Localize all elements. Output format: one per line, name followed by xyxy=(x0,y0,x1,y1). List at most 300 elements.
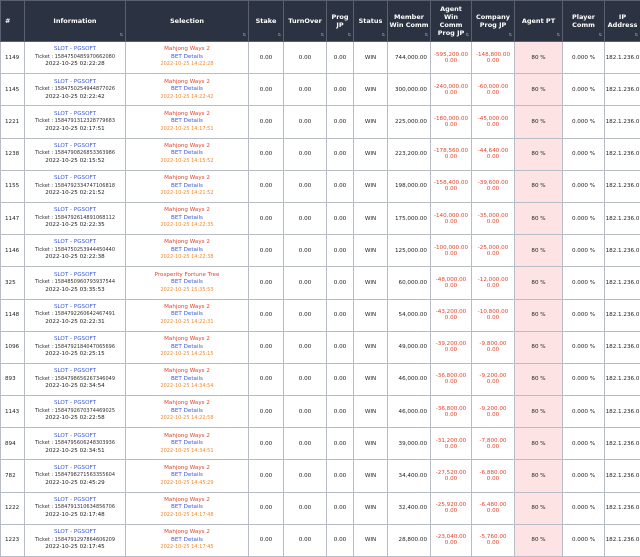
status-value: WIN xyxy=(354,138,388,170)
game-type-link[interactable]: SLOT - PGSOFT xyxy=(25,272,125,280)
company-cell xyxy=(472,235,515,267)
column-header[interactable] xyxy=(327,1,354,42)
bet-details-link[interactable]: BET Details xyxy=(126,118,248,126)
sort-icon[interactable]: ⇅ xyxy=(120,31,123,39)
sort-icon[interactable]: ⇅ xyxy=(509,31,512,39)
ip-address-value: 182.1.236.0 xyxy=(605,524,640,556)
member-win-value: 46,000.00 xyxy=(388,363,431,395)
stake-value: 0.00 xyxy=(249,396,284,428)
table-row xyxy=(1,170,640,202)
member-win-value: 32,400.00 xyxy=(388,492,431,524)
ip-address-value: 182.1.236.0 xyxy=(605,267,640,299)
player-comm-value: 0.000 % xyxy=(563,106,605,138)
bet-date: 2022-10-25 02:17:45 xyxy=(25,544,125,552)
company-prog-jp-value: 0.00 xyxy=(472,186,514,192)
turnover-value: 0.00 xyxy=(284,267,327,299)
status-value: WIN xyxy=(354,363,388,395)
game-name: Mahjong Ways 2 xyxy=(126,400,248,408)
information-cell xyxy=(25,202,126,234)
game-name: Mahjong Ways 2 xyxy=(126,497,248,505)
table-row xyxy=(1,235,640,267)
player-comm-value: 0.000 % xyxy=(563,235,605,267)
table-row xyxy=(1,396,640,428)
table-row xyxy=(1,267,640,299)
member-win-value: 225,000.00 xyxy=(388,106,431,138)
selection-cell xyxy=(126,106,249,138)
agent-comm-value: 0.00 xyxy=(431,476,471,482)
table-row xyxy=(1,428,640,460)
stake-value: 0.00 xyxy=(249,363,284,395)
bet-date: 2022-10-25 02:34:51 xyxy=(25,448,125,456)
turnover-value: 0.00 xyxy=(284,202,327,234)
company-value: -12,000.00 xyxy=(472,277,514,283)
table-row xyxy=(1,363,640,395)
player-comm-value: 0.000 % xyxy=(563,396,605,428)
bet-details-link[interactable]: BET Details xyxy=(126,408,248,416)
company-value: -6,880.00 xyxy=(472,470,514,476)
member-win-value: 60,000.00 xyxy=(388,267,431,299)
agent-win-cell xyxy=(431,202,472,234)
player-comm-value: 0.000 % xyxy=(563,492,605,524)
sort-icon[interactable]: ⇅ xyxy=(278,31,281,39)
selection-cell xyxy=(126,363,249,395)
ticket-number: Ticket : 1584795606248303936 xyxy=(25,440,125,448)
table-row xyxy=(1,202,640,234)
bet-date: 2022-10-25 03:35:53 xyxy=(25,287,125,295)
player-comm-value: 0.000 % xyxy=(563,524,605,556)
agent-win-cell xyxy=(431,428,472,460)
status-value: WIN xyxy=(354,106,388,138)
row-id: 1149 xyxy=(1,42,25,74)
company-cell xyxy=(472,106,515,138)
turnover-value: 0.00 xyxy=(284,42,327,74)
column-header[interactable] xyxy=(284,1,327,42)
player-comm-value: 0.000 % xyxy=(563,460,605,492)
bet-time: 2022-10-25 15:35:53 xyxy=(126,287,248,295)
status-value: WIN xyxy=(354,331,388,363)
information-cell xyxy=(25,299,126,331)
bet-time: 2022-10-25 14:17:45 xyxy=(126,544,248,552)
agent-win-cell xyxy=(431,492,472,524)
game-name: Mahjong Ways 2 xyxy=(126,433,248,441)
stake-value: 0.00 xyxy=(249,202,284,234)
selection-cell xyxy=(126,524,249,556)
agent-win-cell xyxy=(431,74,472,106)
game-type-link[interactable]: SLOT - PGSOFT xyxy=(25,79,125,87)
bet-details-link[interactable]: BET Details xyxy=(126,183,248,191)
agent-comm-value: 0.00 xyxy=(431,283,471,289)
information-cell xyxy=(25,428,126,460)
company-cell xyxy=(472,267,515,299)
status-value: WIN xyxy=(354,267,388,299)
selection-cell xyxy=(126,428,249,460)
member-win-value: 54,000.00 xyxy=(388,299,431,331)
sort-icon[interactable]: ⇅ xyxy=(635,31,638,39)
company-cell xyxy=(472,396,515,428)
ip-address-value: 182.1.236.0 xyxy=(605,42,640,74)
agent-pt-value: 80 % xyxy=(515,492,563,524)
company-cell xyxy=(472,170,515,202)
game-type-link[interactable]: SLOT - PGSOFT xyxy=(25,304,125,312)
status-value: WIN xyxy=(354,299,388,331)
prog-jp-value: 0.00 xyxy=(327,138,354,170)
agent-win-cell xyxy=(431,363,472,395)
table-row xyxy=(1,524,640,556)
agent-comm-value: 0.00 xyxy=(431,251,471,257)
column-header[interactable] xyxy=(126,1,249,42)
column-header-label: # xyxy=(5,17,10,25)
game-type-link[interactable]: SLOT - PGSOFT xyxy=(25,239,125,247)
table-row xyxy=(1,492,640,524)
status-value: WIN xyxy=(354,42,388,74)
column-header[interactable] xyxy=(249,1,284,42)
row-id: 1148 xyxy=(1,299,25,331)
column-header-label: Selection xyxy=(170,17,204,25)
sort-icon[interactable]: ⇅ xyxy=(425,31,428,39)
selection-cell xyxy=(126,202,249,234)
player-comm-value: 0.000 % xyxy=(563,74,605,106)
sort-icon[interactable]: ⇅ xyxy=(243,31,246,39)
bet-date: 2022-10-25 02:15:52 xyxy=(25,158,125,166)
status-value: WIN xyxy=(354,170,388,202)
agent-win-cell xyxy=(431,170,472,202)
ticket-number: Ticket : 1584792670374469025 xyxy=(25,408,125,416)
company-cell xyxy=(472,138,515,170)
status-value: WIN xyxy=(354,428,388,460)
selection-cell xyxy=(126,235,249,267)
sort-icon[interactable]: ⇅ xyxy=(557,31,560,39)
agent-comm-value: 0.00 xyxy=(431,444,471,450)
bet-details-link[interactable]: BET Details xyxy=(126,344,248,352)
player-comm-value: 0.000 % xyxy=(563,299,605,331)
game-type-link[interactable]: SLOT - PGSOFT xyxy=(25,497,125,505)
turnover-value: 0.00 xyxy=(284,428,327,460)
prog-jp-value: 0.00 xyxy=(327,106,354,138)
ticket-number: Ticket : 1584798271563355604 xyxy=(25,472,125,480)
column-header[interactable] xyxy=(388,1,431,42)
column-header[interactable] xyxy=(563,1,605,42)
bet-details-link[interactable]: BET Details xyxy=(126,150,248,158)
member-win-value: 198,000.00 xyxy=(388,170,431,202)
game-type-link[interactable]: SLOT - PGSOFT xyxy=(25,207,125,215)
company-prog-jp-value: 0.00 xyxy=(472,476,514,482)
game-name: Mahjong Ways 2 xyxy=(126,368,248,376)
company-cell xyxy=(472,460,515,492)
agent-win-value: -25,920.00 xyxy=(431,502,471,508)
company-cell xyxy=(472,299,515,331)
information-cell xyxy=(25,106,126,138)
bet-time: 2022-10-25 14:22:58 xyxy=(126,415,248,423)
game-name: Mahjong Ways 2 xyxy=(126,143,248,151)
game-name: Mahjong Ways 2 xyxy=(126,304,248,312)
ticket-number: Ticket : 1584798656267346049 xyxy=(25,376,125,384)
bet-details-link[interactable]: BET Details xyxy=(126,247,248,255)
stake-value: 0.00 xyxy=(249,524,284,556)
agent-comm-value: 0.00 xyxy=(431,540,471,546)
game-type-link[interactable]: SLOT - PGSOFT xyxy=(25,368,125,376)
bet-date: 2022-10-25 02:22:58 xyxy=(25,415,125,423)
prog-jp-value: 0.00 xyxy=(327,74,354,106)
column-header-label: Agent Win Comm Prog JP xyxy=(438,5,465,37)
information-cell xyxy=(25,331,126,363)
agent-win-value: -43,200.00 xyxy=(431,309,471,315)
member-win-value: 34,400.00 xyxy=(388,460,431,492)
column-header[interactable] xyxy=(605,1,640,42)
row-id: 1146 xyxy=(1,235,25,267)
sort-icon[interactable]: ⇅ xyxy=(382,31,385,39)
bet-time: 2022-10-25 14:22:42 xyxy=(126,94,248,102)
company-prog-jp-value: 0.00 xyxy=(472,508,514,514)
prog-jp-value: 0.00 xyxy=(327,331,354,363)
game-type-link[interactable]: SLOT - PGSOFT xyxy=(25,111,125,119)
agent-win-cell xyxy=(431,524,472,556)
game-name: Mahjong Ways 2 xyxy=(126,465,248,473)
player-comm-value: 0.000 % xyxy=(563,42,605,74)
agent-comm-value: 0.00 xyxy=(431,58,471,64)
company-prog-jp-value: 0.00 xyxy=(472,251,514,257)
company-value: -148,800.00 xyxy=(472,52,514,58)
player-comm-value: 0.000 % xyxy=(563,331,605,363)
game-type-link[interactable]: SLOT - PGSOFT xyxy=(25,433,125,441)
table-row xyxy=(1,460,640,492)
company-prog-jp-value: 0.00 xyxy=(472,90,514,96)
bet-details-link[interactable]: BET Details xyxy=(126,215,248,223)
column-header-label: Prog JP xyxy=(331,13,348,29)
company-prog-jp-value: 0.00 xyxy=(472,283,514,289)
company-prog-jp-value: 0.00 xyxy=(472,540,514,546)
game-type-link[interactable]: SLOT - PGSOFT xyxy=(25,465,125,473)
bet-details-link[interactable]: BET Details xyxy=(126,311,248,319)
ticket-number: Ticket : 1584792334747106818 xyxy=(25,183,125,191)
bet-date: 2022-10-25 02:22:31 xyxy=(25,319,125,327)
company-cell xyxy=(472,492,515,524)
game-name: Mahjong Ways 2 xyxy=(126,207,248,215)
bet-time: 2022-10-25 14:22:38 xyxy=(126,254,248,262)
row-id: 1155 xyxy=(1,170,25,202)
agent-win-cell xyxy=(431,267,472,299)
ip-address-value: 182.1.236.0 xyxy=(605,106,640,138)
agent-pt-value: 80 % xyxy=(515,396,563,428)
agent-comm-value: 0.00 xyxy=(431,508,471,514)
agent-comm-value: 0.00 xyxy=(431,186,471,192)
bet-time: 2022-10-25 14:34:54 xyxy=(126,383,248,391)
game-type-link[interactable]: SLOT - PGSOFT xyxy=(25,175,125,183)
agent-win-value: -100,000.00 xyxy=(431,245,471,251)
turnover-value: 0.00 xyxy=(284,235,327,267)
stake-value: 0.00 xyxy=(249,299,284,331)
status-value: WIN xyxy=(354,396,388,428)
status-value: WIN xyxy=(354,235,388,267)
company-value: -45,000.00 xyxy=(472,116,514,122)
ip-address-value: 182.1.236.0 xyxy=(605,74,640,106)
company-prog-jp-value: 0.00 xyxy=(472,219,514,225)
game-type-link[interactable]: SLOT - PGSOFT xyxy=(25,336,125,344)
table-row xyxy=(1,138,640,170)
agent-pt-value: 80 % xyxy=(515,331,563,363)
stake-value: 0.00 xyxy=(249,74,284,106)
column-header-label: Status xyxy=(359,17,383,25)
bet-details-link[interactable]: BET Details xyxy=(126,504,248,512)
stake-value: 0.00 xyxy=(249,331,284,363)
stake-value: 0.00 xyxy=(249,428,284,460)
agent-win-cell xyxy=(431,299,472,331)
company-cell xyxy=(472,74,515,106)
prog-jp-value: 0.00 xyxy=(327,170,354,202)
company-value: -35,000.00 xyxy=(472,213,514,219)
player-comm-value: 0.000 % xyxy=(563,138,605,170)
agent-comm-value: 0.00 xyxy=(431,122,471,128)
bet-time: 2022-10-25 14:22:35 xyxy=(126,222,248,230)
prog-jp-value: 0.00 xyxy=(327,524,354,556)
row-id: 782 xyxy=(1,460,25,492)
turnover-value: 0.00 xyxy=(284,299,327,331)
game-name: Mahjong Ways 2 xyxy=(126,79,248,87)
company-prog-jp-value: 0.00 xyxy=(472,122,514,128)
column-header[interactable] xyxy=(515,1,563,42)
member-win-value: 39,000.00 xyxy=(388,428,431,460)
bet-date: 2022-10-25 02:25:15 xyxy=(25,351,125,359)
ip-address-value: 182.1.236.0 xyxy=(605,396,640,428)
information-cell xyxy=(25,460,126,492)
sort-icon[interactable]: ⇅ xyxy=(321,31,324,39)
game-type-link[interactable]: SLOT - PGSOFT xyxy=(25,529,125,537)
game-name: Mahjong Ways 2 xyxy=(126,175,248,183)
sort-icon[interactable]: ⇅ xyxy=(599,31,602,39)
agent-win-value: -240,000.00 xyxy=(431,84,471,90)
agent-win-cell xyxy=(431,42,472,74)
ip-address-value: 182.1.236.0 xyxy=(605,235,640,267)
agent-pt-value: 80 % xyxy=(515,74,563,106)
member-win-value: 175,000.00 xyxy=(388,202,431,234)
column-header[interactable] xyxy=(1,1,25,42)
company-value: -6,480.00 xyxy=(472,502,514,508)
game-name: Mahjong Ways 2 xyxy=(126,336,248,344)
turnover-value: 0.00 xyxy=(284,492,327,524)
agent-pt-value: 80 % xyxy=(515,138,563,170)
company-cell xyxy=(472,363,515,395)
bet-details-link[interactable]: BET Details xyxy=(126,537,248,545)
row-id: 1238 xyxy=(1,138,25,170)
bet-details-link[interactable]: BET Details xyxy=(126,54,248,62)
status-value: WIN xyxy=(354,202,388,234)
stake-value: 0.00 xyxy=(249,42,284,74)
bet-date: 2022-10-25 02:34:54 xyxy=(25,383,125,391)
member-win-value: 223,200.00 xyxy=(388,138,431,170)
player-comm-value: 0.000 % xyxy=(563,202,605,234)
bet-details-link[interactable]: BET Details xyxy=(126,440,248,448)
game-name: Prosperity Fortune Tree xyxy=(126,272,248,280)
ticket-number: Ticket : 1584791312328779683 xyxy=(25,118,125,126)
row-id: 1147 xyxy=(1,202,25,234)
information-cell xyxy=(25,267,126,299)
agent-win-value: -180,000.00 xyxy=(431,116,471,122)
game-type-link[interactable]: SLOT - PGSOFT xyxy=(25,143,125,151)
bet-date: 2022-10-25 02:22:42 xyxy=(25,94,125,102)
member-win-value: 300,000.00 xyxy=(388,74,431,106)
sort-icon[interactable]: ⇅ xyxy=(348,31,351,39)
selection-cell xyxy=(126,42,249,74)
agent-win-cell xyxy=(431,396,472,428)
player-comm-value: 0.000 % xyxy=(563,363,605,395)
column-header-label: Agent PT xyxy=(522,17,555,25)
company-value: -39,600.00 xyxy=(472,180,514,186)
company-prog-jp-value: 0.00 xyxy=(472,379,514,385)
game-name: Mahjong Ways 2 xyxy=(126,111,248,119)
game-type-link[interactable]: SLOT - PGSOFT xyxy=(25,46,125,54)
player-comm-value: 0.000 % xyxy=(563,428,605,460)
agent-comm-value: 0.00 xyxy=(431,315,471,321)
game-name: Mahjong Ways 2 xyxy=(126,239,248,247)
company-cell xyxy=(472,331,515,363)
agent-pt-value: 80 % xyxy=(515,235,563,267)
ticket-number: Ticket : 1584750485970662080 xyxy=(25,54,125,62)
bet-date: 2022-10-25 02:22:28 xyxy=(25,61,125,69)
company-prog-jp-value: 0.00 xyxy=(472,154,514,160)
agent-win-value: -48,000.00 xyxy=(431,277,471,283)
information-cell xyxy=(25,524,126,556)
selection-cell xyxy=(126,138,249,170)
prog-jp-value: 0.00 xyxy=(327,396,354,428)
table-header-row xyxy=(1,1,640,42)
bet-details-link[interactable]: BET Details xyxy=(126,376,248,384)
bet-details-link[interactable]: BET Details xyxy=(126,279,248,287)
company-prog-jp-value: 0.00 xyxy=(472,58,514,64)
ticket-number: Ticket : 1584750253944450440 xyxy=(25,247,125,255)
row-id: 893 xyxy=(1,363,25,395)
column-header-label: Company Prog JP xyxy=(476,13,510,29)
sort-icon[interactable]: ⇅ xyxy=(466,31,469,39)
agent-pt-value: 80 % xyxy=(515,299,563,331)
stake-value: 0.00 xyxy=(249,170,284,202)
agent-pt-value: 80 % xyxy=(515,42,563,74)
bet-details-link[interactable]: BET Details xyxy=(126,472,248,480)
column-header[interactable] xyxy=(25,1,126,42)
member-win-value: 28,800.00 xyxy=(388,524,431,556)
company-prog-jp-value: 0.00 xyxy=(472,444,514,450)
row-id: 1145 xyxy=(1,74,25,106)
turnover-value: 0.00 xyxy=(284,396,327,428)
prog-jp-value: 0.00 xyxy=(327,235,354,267)
column-header[interactable] xyxy=(472,1,515,42)
prog-jp-value: 0.00 xyxy=(327,460,354,492)
agent-win-value: -39,200.00 xyxy=(431,341,471,347)
status-value: WIN xyxy=(354,492,388,524)
information-cell xyxy=(25,492,126,524)
bet-time: 2022-10-25 14:15:52 xyxy=(126,158,248,166)
ticket-number: Ticket : 1584750254944877026 xyxy=(25,86,125,94)
table-row xyxy=(1,42,640,74)
column-header-label: Player Comm xyxy=(572,13,595,29)
ticket-number: Ticket : 1584791297864606209 xyxy=(25,537,125,545)
bet-time: 2022-10-25 14:17:51 xyxy=(126,126,248,134)
member-win-value: 46,000.00 xyxy=(388,396,431,428)
agent-pt-value: 80 % xyxy=(515,170,563,202)
column-header-label: Stake xyxy=(256,17,277,25)
turnover-value: 0.00 xyxy=(284,74,327,106)
agent-win-cell xyxy=(431,460,472,492)
bet-time: 2022-10-25 14:25:15 xyxy=(126,351,248,359)
column-header[interactable] xyxy=(354,1,388,42)
selection-cell xyxy=(126,170,249,202)
ticket-number: Ticket : 1584850960793937544 xyxy=(25,279,125,287)
table-row xyxy=(1,106,640,138)
agent-win-value: -31,200.00 xyxy=(431,438,471,444)
bet-details-link[interactable]: BET Details xyxy=(126,86,248,94)
column-header[interactable] xyxy=(431,1,472,42)
turnover-value: 0.00 xyxy=(284,138,327,170)
game-name: Mahjong Ways 2 xyxy=(126,46,248,54)
game-type-link[interactable]: SLOT - PGSOFT xyxy=(25,400,125,408)
